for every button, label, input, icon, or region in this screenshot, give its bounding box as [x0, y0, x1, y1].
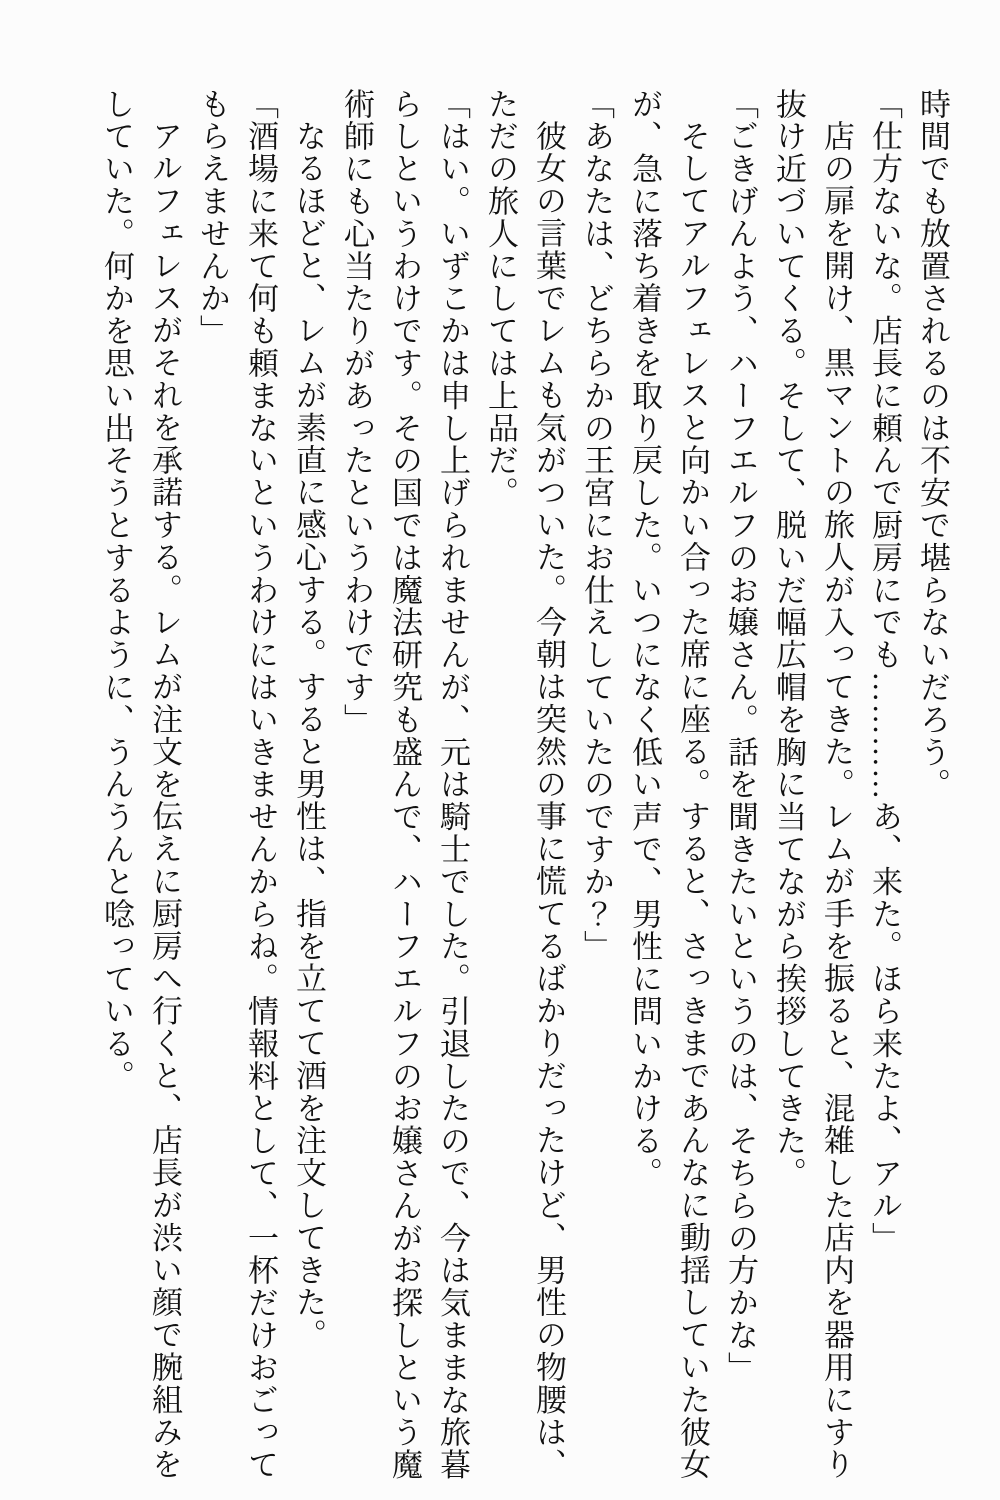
dialogue-paragraph: 「あなたは、どちらかの王宮にお仕えしていたのですか？」	[579, 88, 614, 963]
narration-paragraph: アルフェレスがそれを承諾する。レムが注文を伝えに厨房へ行くと、店長が渋い顔で腕組みをしていた。何かを思い出そうとするように、うんうんと唸っている。	[99, 88, 182, 1482]
narration-paragraph: なるほどと、レムが素直に感心する。すると男性は、指を立てて酒を注文してきた。	[291, 120, 326, 1352]
dialogue-paragraph: 「はい。いずこかは申し上げられませんが、元は騎士でした。引退したので、今は気ままな旅暮らしというわけです。その国では魔法研究も盛んで、ハーフエルフのお嬢さんがお探しという魔術師にも心当たりがあったというわけです」	[339, 88, 470, 1482]
narration-paragraph: 時間でも放置されるのは不安で堪らないだろう。	[915, 88, 950, 801]
narration-paragraph: そしてアルフェレスと向かい合った席に座る。すると、さっきまであんなに動揺していた彼女が、急に落ち着きを取り戻した。いつになく低い声で、男性に問いかける。	[627, 88, 710, 1482]
dialogue-paragraph: 「酒場に来て何も頼まないというわけにはいきませんからね。情報料として、一杯だけおごってもらえませんか」	[195, 88, 278, 1482]
vertical-text-block	[92, 88, 956, 1490]
dialogue-paragraph: 「仕方ないな。店長に頼んで厨房にでも…………あ、来た。ほら来たよ、アル」	[867, 88, 902, 1255]
narration-paragraph: 彼女の言葉でレムも気がついた。今朝は突然の事に慌てるばかりだったけど、男性の物腰は、ただの旅人にしては上品だ。	[483, 88, 566, 1482]
dialogue-paragraph: 「ごきげんよう、ハーフエルフのお嬢さん。話を聞きたいというのは、そちらの方かな」	[723, 88, 758, 1384]
narration-paragraph: 店の扉を開け、黒マントの旅人が入ってきた。レムが手を振ると、混雑した店内を器用にすり抜け近づいてくる。そして、脱いだ幅広帽を胸に当てながら挨拶してきた。	[771, 88, 854, 1482]
